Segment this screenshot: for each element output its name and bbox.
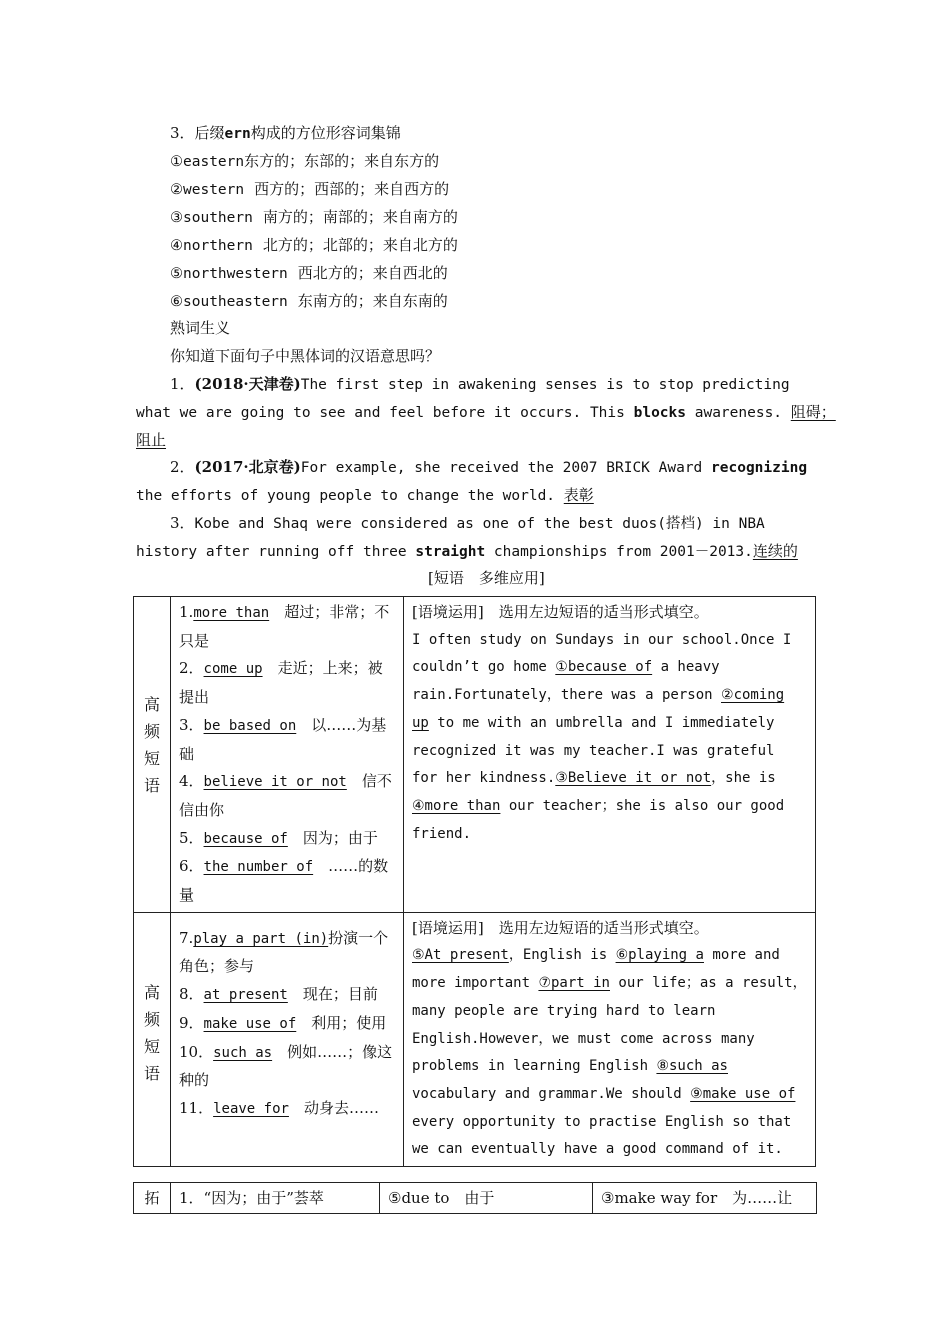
phrase-item: 8．at present 现在；目前 xyxy=(179,985,378,1004)
side-label: 高 频 短 语 xyxy=(134,912,171,1166)
word-item: ②western 西方的；西部的；来自西方的 xyxy=(170,180,450,198)
phrase-item: 6．the number of ……的数量 xyxy=(179,857,389,905)
answer-underline: 阻碍； xyxy=(790,403,836,421)
phrase-item: 11．leave for 动身去…… xyxy=(179,1098,379,1117)
sentence-3-line-1: 3．Kobe and Shaq were considered as one of the best duos(搭档) in NBA xyxy=(170,514,765,532)
phrase-item: 1.more than 超过；非常；不只是 xyxy=(179,603,390,650)
phrase-table-1 xyxy=(133,596,816,1167)
word-item: ⑥southeastern 东南方的；来自东南的 xyxy=(170,292,448,310)
phrase-item: 3．be based on 以……为基础 xyxy=(179,715,387,763)
sentence-1-line-3: 阻止 xyxy=(136,431,167,449)
side-label: 高 频 短 语 xyxy=(134,597,171,913)
sentence-1-line-2: what we are going to see and feel before it occurs. This blocks awareness. 阻碍； xyxy=(136,403,836,421)
context-exercise: [语境运用] 选用左边短语的适当形式填空。 I often study on Sundays in our school.Once I couldn’t go home ①because of a heavy rain.Fortunately，there was a person ②coming up to me with an umbrella and I immediately recognized it was my teacher.I was grateful for her kindness.③Believe it or not，she is ④more than our teacher；she is also our good friend. xyxy=(404,597,816,913)
phrase-item: 5．because of 因为；由于 xyxy=(179,828,378,847)
phrase-list xyxy=(171,597,404,913)
context-exercise: [语境运用] 选用左边短语的适当形式填空。 ⑤At present，English is ⑥playing a more and more important ⑦part in our life；as a result，many people are trying hard to learn English.However，we must come across many problems in learning English ⑧such as vocabulary and grammar.We should ⑨make use of every opportunity to practise English so that we can eventually have a good command of it. xyxy=(404,912,816,1166)
section-heading: 3．后缀ern构成的方位形容词集锦 xyxy=(170,124,401,142)
word-item: ①eastern东方的；东部的；来自东方的 xyxy=(170,152,440,170)
phrase-cell: ⑤due to 由于 xyxy=(380,1183,593,1214)
word-item: ④northern 北方的；北部的；来自北方的 xyxy=(170,236,458,254)
sentence-2-line-1: 2．(2017·北京卷)For example, she received the 2007 BRICK Award recognizing xyxy=(170,458,808,476)
sentence-2-line-2: the efforts of young people to change the world. 表彰 xyxy=(136,486,594,504)
word-item: ⑤northwestern 西北方的；来自西北的 xyxy=(170,264,448,282)
section-title: [短语 多维应用] xyxy=(428,569,545,587)
question-text: 你知道下面句子中黑体词的汉语意思吗？ xyxy=(170,347,441,365)
word-item: ③southern 南方的；南部的；来自南方的 xyxy=(170,208,458,226)
phrase-item: 10．such as 例如……；像这种的 xyxy=(179,1042,393,1090)
sentence-3-line-2: history after running off three straight championships from 2001－2013.连续的 xyxy=(136,542,798,560)
phrase-list xyxy=(171,912,404,1166)
phrase-cell: ③make way for 为……让 xyxy=(593,1183,817,1214)
phrase-item: 2．come up 走近；上来；被提出 xyxy=(179,659,383,707)
phrase-item: 4．believe it or not 信不信由你 xyxy=(179,772,392,819)
side-label: 拓 xyxy=(134,1183,171,1214)
phrase-item: 9．make use of 利用；使用 xyxy=(179,1013,387,1032)
sentence-1-line-1: 1．(2018·天津卷)The first step in awakening senses is to stop predicting xyxy=(170,375,790,393)
shuci-title: 熟词生义 xyxy=(170,319,231,337)
expansion-table xyxy=(133,1182,817,1214)
phrase-item: 7.play a part (in)扮演一个角色；参与 xyxy=(179,928,389,976)
category-cell: 1．“因为；由于”荟萃 xyxy=(171,1183,380,1214)
